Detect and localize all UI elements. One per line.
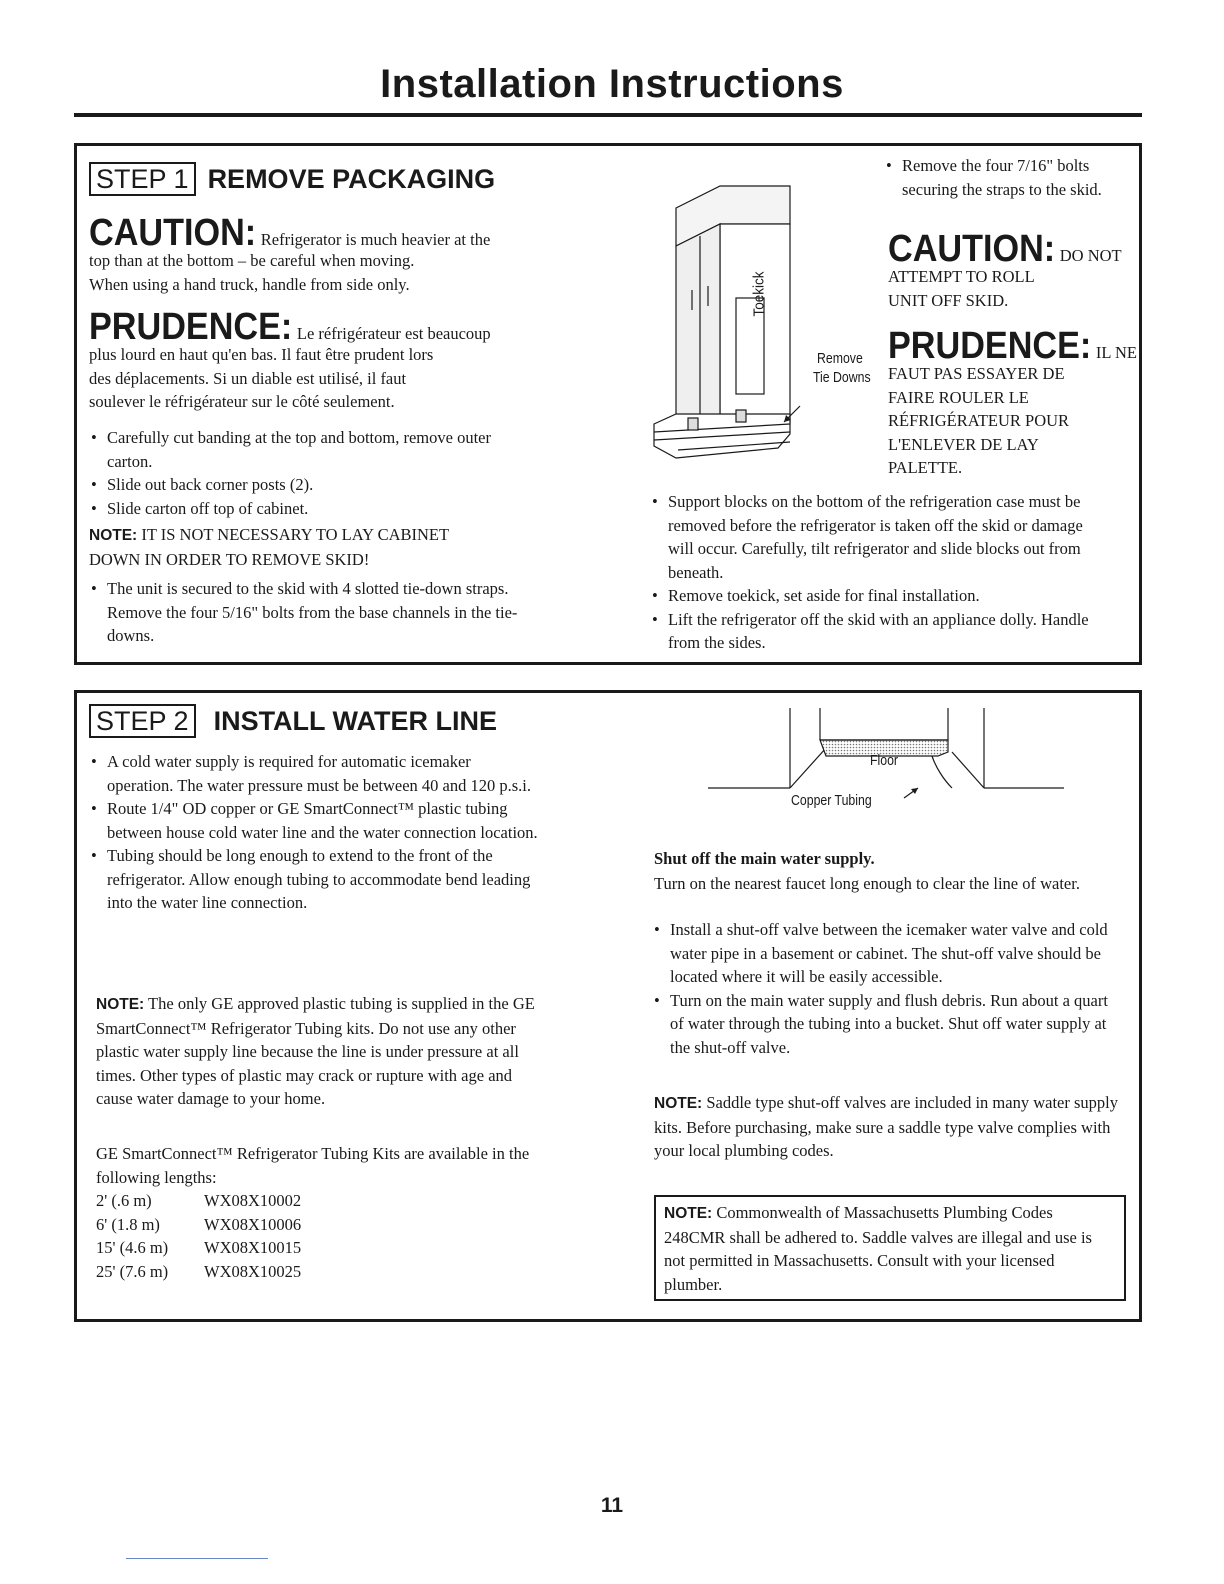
prudence-text-4: soulever le réfrigérateur sur le côté seulement. [89, 392, 395, 411]
prudence2-line3: FAIRE ROULER LE [888, 387, 1029, 407]
prudence2-word: PRUDENCE: [888, 325, 1092, 367]
caution2-word: CAUTION: [888, 228, 1056, 270]
kits-intro: GE SmartConnect™ Refrigerator Tubing Kits are available in the following lengths: [96, 1144, 530, 1187]
list-item: • Slide out back corner posts (2). [89, 473, 529, 497]
page-number: 11 [600, 1494, 624, 1517]
step1-caution [89, 212, 569, 296]
list-item: • A cold water supply is required for automatic icemaker operation. The water pressure must be between 40 and 120 p.s.i. [89, 750, 541, 797]
list-item: • The unit is secured to the skid with 4 slotted tie-down straps. Remove the four 5/16" bolts from the base channels in the tie-downs. [89, 577, 529, 648]
note-text-2: DOWN IN ORDER TO REMOVE SKID! [89, 549, 370, 569]
step1-bullets-a [89, 426, 529, 520]
prudence-text-3: des déplacements. Si un diable est utilisé, il faut [89, 368, 407, 388]
caution-word: CAUTION: [89, 212, 257, 254]
caution2-line2: ATTEMPT TO ROLL [888, 267, 1035, 286]
step1-tag: STEP 1 [89, 162, 196, 196]
step2-bullets [89, 750, 541, 915]
page-title: Installation Instructions [380, 62, 844, 106]
list-item: • Support blocks on the bottom of the refrigeration case must be removed before the refrigerator is taken off the skid or damage will occur. Carefully, tilt refrigerator and slide blocks out from beneath. [650, 490, 1112, 584]
note-label: NOTE: [96, 996, 145, 1013]
step1-heading [89, 164, 495, 195]
caution-text-2: top than at the bottom – be careful when moving. [89, 251, 415, 270]
prudence2-line6: PALETTE. [888, 458, 963, 477]
step2-title: INSTALL WATER LINE [213, 706, 498, 736]
step2-tag: STEP 2 [89, 704, 196, 738]
table-row: 6' (1.8 m) WX08X10006 [96, 1214, 302, 1234]
prudence2-line2: FAUT PAS ESSAYER DE [888, 364, 1065, 383]
step2-note [96, 992, 536, 1111]
shutoff-bullets [652, 918, 1122, 1059]
step1-right-bullets [650, 490, 1112, 655]
ma-note-label: NOTE: [664, 1205, 713, 1222]
list-item: • Remove the four 7/16" bolts securing the straps to the skid. [884, 154, 1124, 201]
prudence2-line1: IL NE [1095, 343, 1137, 362]
caution-text-1: Refrigerator is much heavier at the [260, 230, 491, 249]
step1-right-top-bullet [884, 154, 1124, 201]
footer-line [126, 1558, 268, 1559]
floor-label: Floor [870, 752, 899, 769]
step1-note [89, 523, 569, 571]
step1-title: REMOVE PACKAGING [207, 164, 496, 194]
list-item: • Route 1/4" OD copper or GE SmartConnect™ plastic tubing between house cold water line and the water connection location. [89, 797, 541, 844]
list-item: • Slide carton off top of cabinet. [89, 497, 529, 521]
toekick-label: Toekick [750, 271, 768, 317]
shutoff-heading: Shut off the main water supply. [654, 849, 875, 868]
prudence-text-1: Le réfrigérateur est beaucoup [296, 324, 491, 343]
table-row: 25' (7.6 m) WX08X10025 [96, 1261, 302, 1281]
caution2-line1: DO NOT [1059, 246, 1122, 265]
step1-caution2 [888, 228, 1128, 312]
note-text-1: IT IS NOT NECESSARY TO LAY CABINET [141, 525, 450, 544]
step1-prudence [89, 306, 579, 414]
step2-note2 [654, 1091, 1124, 1163]
copper-tubing-label: Copper Tubing [791, 792, 872, 809]
step2-heading [89, 706, 497, 737]
table-row: 15' (4.6 m) WX08X10015 [96, 1238, 302, 1257]
list-item: • Tubing should be long enough to extend to the front of the refrigerator. Allow enough tubing to accommodate bend leading into the water line connection. [89, 844, 541, 915]
step1-bullets-b [89, 577, 529, 648]
remove-label: Remove [817, 350, 863, 367]
table-row: 2' (.6 m) WX08X10002 [96, 1191, 302, 1210]
title-rule [74, 113, 1142, 117]
prudence2-line4: RÉFRIGÉRATEUR POUR [888, 411, 1070, 430]
list-item: • Install a shut-off valve between the icemaker water valve and cold water pipe in a basement or cabinet. The shut-off valve should be located where it will be easily accessible. [652, 918, 1122, 989]
refrigerator-skid-illustration [648, 170, 898, 470]
list-item: • Remove toekick, set aside for final installation. [650, 584, 1112, 608]
kits-table [96, 1189, 436, 1283]
ma-note-text: Commonwealth of Massachusetts Plumbing Codes 248CMR shall be adhered to. Saddle valves are illegal and use is not permitted in Massachusetts. Consult with your licensed plumber. [664, 1203, 1092, 1294]
massachusetts-note [654, 1195, 1126, 1301]
list-item: • Carefully cut banding at the top and bottom, remove outer carton. [89, 426, 529, 473]
prudence-word: PRUDENCE: [89, 306, 293, 348]
shutoff-text: Turn on the nearest faucet long enough to clear the line of water. [654, 874, 1080, 893]
prudence-text-2: plus lourd en haut qu'en bas. Il faut être prudent lors [89, 345, 434, 364]
step2-note-text: The only GE approved plastic tubing is supplied in the GE SmartConnect™ Refrigerator Tubing kits. Do not use any other plastic water supply line because the line is under pressure at all times. Other types of plastic may crack or rupture with age and cause water damage to your home. [96, 994, 535, 1108]
prudence2-line5: L'ENLEVER DE LAY [888, 434, 1039, 454]
note2-text: Saddle type shut-off valves are included in many water supply kits. Before purchasing, make sure a saddle type valve complies with your local plumbing codes. [654, 1093, 1118, 1160]
note2-label: NOTE: [654, 1095, 703, 1112]
caution2-line3: UNIT OFF SKID. [888, 290, 1009, 310]
caution-text-3: When using a hand truck, handle from side only. [89, 274, 410, 294]
step1-prudence2 [888, 325, 1137, 480]
list-item: • Lift the refrigerator off the skid with an appliance dolly. Handle from the sides. [650, 608, 1112, 655]
tiedowns-label: Tie Downs [813, 369, 871, 386]
note-label: NOTE: [89, 527, 138, 544]
list-item: • Turn on the main water supply and flush debris. Run about a quart of water through the tubing into a bucket. Shut off water supply at the shut-off valve. [652, 989, 1122, 1060]
